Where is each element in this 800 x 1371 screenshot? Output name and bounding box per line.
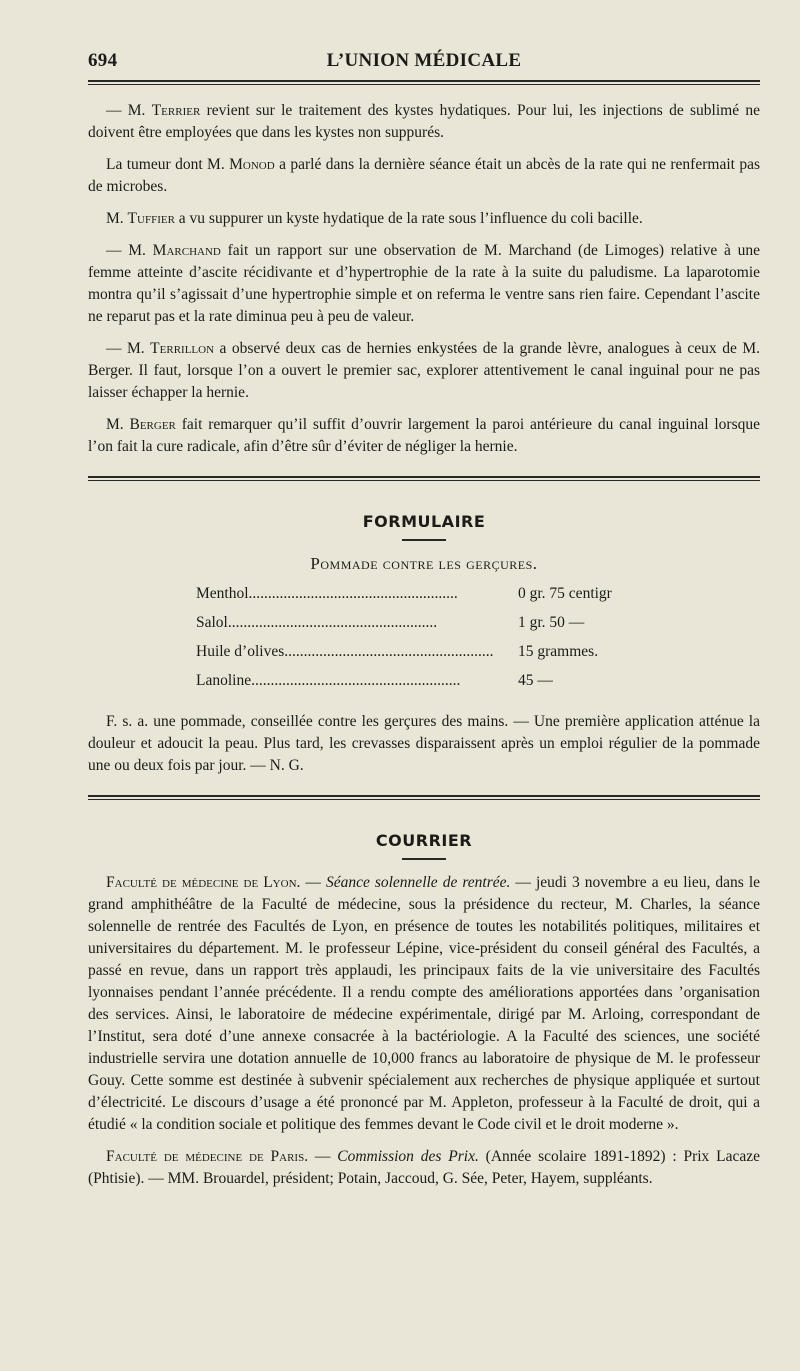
ingredient-quantity: 0 gr. 75 centigr <box>518 585 612 602</box>
recipe-table <box>196 583 612 699</box>
paragraph-lyon: Faculté de médecine de Lyon. — Séance solennelle de rentrée. — jeudi 3 novembre a eu lieu, dans le grand amphithéâtre de la Faculté de médecine, sous la présidence du recteur, M. Charles, la séance solennelle de rentrée des Facultés de Lyon, en présence de toutes les notabilités politiques, militaires et universitaires du département. M. le professeur Lépine, vice-président du conseil général des Facultés, a passé en revue, dans un rapport très applaudi, les principaux faits de la vie universitaire des Facultés lyonnaises pendant l’année précédente. Il a rendu compte des améliorations apportées dans ’organisation des services. Ainsi, le laboratoire de médecine expérimentale, dirigé par M. Arloing, correspondant de l’Institut, sera doté d’une annexe consacrée à la bactériologie. A la Faculté des sciences, une société industrielle servira une dotation annuelle de 10,000 francs au laboratoire de physique de M. le professeur Gouy. Cette somme est destinée à subvenir spécialement aux recherches de physique appliquée et surtout d’électricité. Le discours d’usage a été prononcé par M. Appleton, professeur à la Faculté de droit, qui a étudié « la condition sociale et politique des femmes devant le Code civil et le droit moderne ». <box>88 874 760 1133</box>
section-divider <box>88 795 760 800</box>
page-header <box>88 50 760 80</box>
header-rule <box>88 80 760 85</box>
heading-underline <box>402 858 446 860</box>
courrier-heading: COURRIER <box>375 831 473 850</box>
ingredient-row <box>196 583 612 612</box>
page-number: 694 <box>88 50 118 71</box>
ingredient-name: Lanoline...................................................... <box>196 672 461 689</box>
recipe-note: F. s. a. une pommade, conseillée contre les gerçures des mains. — Une première application atténue la douleur et adoucit la peau. Plus tard, les crevasses disparaissent après un emploi régulier de la pommade une ou deux fois par jour. — N. G. <box>88 713 760 774</box>
ingredient-row <box>196 670 612 699</box>
paragraph-monod: La tumeur dont M. Monod a parlé dans la dernière séance était un abcès de la rate qui ne renfermait pas de microbes. <box>88 156 761 195</box>
paragraph-tuffier: M. Tuffier a vu suppurer un kyste hydatique de la rate sous l’influence du coli bacille. <box>106 210 643 227</box>
ingredient-row <box>196 641 612 670</box>
recipe-title: Pommade contre les gerçures. <box>310 554 538 573</box>
ingredient-row <box>196 612 612 641</box>
ingredient-name: Huile d’olives...................................................... <box>196 643 494 660</box>
section-divider <box>88 476 760 481</box>
ingredient-quantity: 1 gr. 50 — <box>518 614 585 631</box>
ingredient-name: Menthol...................................................... <box>196 585 458 602</box>
ingredient-name: Salol...................................................... <box>196 614 438 631</box>
paragraph-terrier: — M. Terrier revient sur le traitement des kystes hydatiques. Pour lui, les injections de sublimé ne doivent être employées que dans les kystes non suppurés. <box>88 102 760 141</box>
formulaire-heading: FORMULAIRE <box>362 512 486 531</box>
paragraph-berger: M. Berger fait remarquer qu’il suffit d’ouvrir largement la paroi antérieure du canal inguinal lorsque l’on fait la cure radicale, afin d’être sûr d’éviter de négliger la hernie. <box>88 416 760 455</box>
heading-underline <box>402 539 446 541</box>
journal-title: L’UNION MÉDICALE <box>326 50 522 71</box>
paragraph-marchand: — M. Marchand fait un rapport sur une observation de M. Marchand (de Limoges) relative à une femme atteinte d’ascite récidivante et d’hypertrophie de la rate à la suite du paludisme. La laparotomie montra qu’il s’agissait d’une hypertrophie simple et on referma le ventre sans rien faire. Cependant l’ascite ne reparut pas et la rate diminua peu à peu de valeur. <box>88 242 760 325</box>
page-body <box>88 100 760 1200</box>
ingredient-quantity: 15 grammes. <box>518 643 599 660</box>
paragraph-paris: Faculté de médecine de Paris. — Commission des Prix. (Année scolaire 1891-1892) : Prix Lacaze (Phtisie). — MM. Brouardel, président; Potain, Jaccoud, G. Sée, Peter, Hayem, suppléants. <box>88 1148 761 1187</box>
paragraph-terrillon: — M. Terrillon a observé deux cas de hernies enkystées de la grande lèvre, analogues à ceux de M. Berger. Il faut, lorsque l’on a ouvert le premier sac, explorer attentivement le canal inguinal pour ne pas laisser échapper la hernie. <box>88 340 760 401</box>
ingredient-quantity: 45 — <box>518 672 553 689</box>
